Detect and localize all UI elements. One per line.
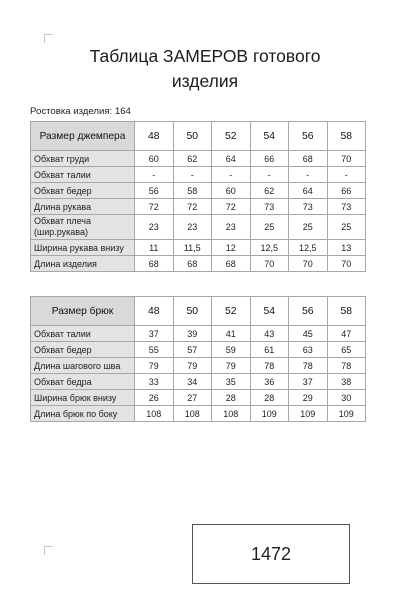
table-row: [31, 183, 366, 199]
size-header: 48: [135, 122, 174, 151]
size-header: 58: [327, 297, 366, 326]
table-cell: 23: [135, 215, 174, 240]
table-cell: 29: [289, 390, 328, 406]
table-cell: 108: [173, 406, 212, 422]
table-cell: 47: [327, 326, 366, 342]
table-cell: 62: [173, 151, 212, 167]
table-cell: 57: [173, 342, 212, 358]
table-cell: 27: [173, 390, 212, 406]
table-cell: 72: [135, 199, 174, 215]
table-cell: 35: [212, 374, 251, 390]
table-cell: 72: [212, 199, 251, 215]
table-cell: 79: [212, 358, 251, 374]
jumper-header-row: [31, 122, 366, 151]
table-cell: 55: [135, 342, 174, 358]
table-cell: 28: [250, 390, 289, 406]
table-cell: 78: [289, 358, 328, 374]
table-cell: 25: [289, 215, 328, 240]
table-cell: 79: [135, 358, 174, 374]
table-row: [31, 240, 366, 256]
table-cell: 72: [173, 199, 212, 215]
size-header: 50: [173, 297, 212, 326]
jumper-size-table: [30, 121, 366, 272]
trousers-header-label: Размер брюк: [31, 297, 135, 326]
row-label: Обхват талии: [31, 167, 135, 183]
jumper-header-label: Размер джемпера: [31, 122, 135, 151]
table-cell: 109: [250, 406, 289, 422]
table-cell: 13: [327, 240, 366, 256]
table-cell: 109: [327, 406, 366, 422]
table-cell: 61: [250, 342, 289, 358]
size-header: 56: [289, 297, 328, 326]
table-cell: 70: [250, 256, 289, 272]
table-cell: 78: [327, 358, 366, 374]
table-cell: 25: [250, 215, 289, 240]
table-row: [31, 374, 366, 390]
table-row: [31, 390, 366, 406]
row-label: Длина изделия: [31, 256, 135, 272]
size-header: 48: [135, 297, 174, 326]
table-cell: 108: [212, 406, 251, 422]
table-row: [31, 326, 366, 342]
article-code-box: [192, 524, 350, 584]
page-title: [40, 44, 370, 94]
row-label: Обхват талии: [31, 326, 135, 342]
table-cell: 43: [250, 326, 289, 342]
table-cell: 63: [289, 342, 328, 358]
table-cell: -: [212, 167, 251, 183]
table-row: [31, 151, 366, 167]
table-cell: -: [327, 167, 366, 183]
table-cell: 70: [289, 256, 328, 272]
table-cell: 109: [289, 406, 328, 422]
table-row: [31, 167, 366, 183]
size-header: 52: [212, 122, 251, 151]
title-line-1: Таблица ЗАМЕРОВ готового: [89, 46, 321, 66]
table-cell: 12,5: [250, 240, 289, 256]
table-cell: 73: [250, 199, 289, 215]
row-label: Обхват бедер: [31, 342, 135, 358]
row-label: Ширина рукава внизу: [31, 240, 135, 256]
size-header: 56: [289, 122, 328, 151]
table-cell: 70: [327, 151, 366, 167]
table-cell: 60: [212, 183, 251, 199]
trousers-header-row: [31, 297, 366, 326]
table-cell: 37: [289, 374, 328, 390]
table-cell: 12: [212, 240, 251, 256]
table-cell: 34: [173, 374, 212, 390]
article-code: 1472: [250, 543, 292, 564]
table-cell: 79: [173, 358, 212, 374]
table-cell: 28: [212, 390, 251, 406]
table-row: [31, 199, 366, 215]
table-row: [31, 358, 366, 374]
size-header: 50: [173, 122, 212, 151]
row-label: Длина брюк по боку: [31, 406, 135, 422]
table-cell: 58: [173, 183, 212, 199]
table-cell: -: [135, 167, 174, 183]
table-cell: 56: [135, 183, 174, 199]
table-cell: 12,5: [289, 240, 328, 256]
title-line-2: изделия: [171, 71, 239, 91]
row-label: Обхват бедер: [31, 183, 135, 199]
table-cell: 73: [289, 199, 328, 215]
table-cell: 11,5: [173, 240, 212, 256]
table-cell: 78: [250, 358, 289, 374]
size-header: 54: [250, 122, 289, 151]
table-cell: 65: [327, 342, 366, 358]
table-cell: 64: [289, 183, 328, 199]
corner-mark-bottom: [44, 546, 53, 555]
table-cell: -: [173, 167, 212, 183]
table-cell: 60: [135, 151, 174, 167]
table-cell: 39: [173, 326, 212, 342]
table-cell: 68: [289, 151, 328, 167]
row-label: Длина рукава: [31, 199, 135, 215]
table-cell: 64: [212, 151, 251, 167]
table-cell: 45: [289, 326, 328, 342]
table-cell: 62: [250, 183, 289, 199]
table-cell: 23: [212, 215, 251, 240]
table-row: [31, 256, 366, 272]
row-label: Обхват плеча (шир.рукава): [31, 215, 135, 240]
table-cell: 68: [135, 256, 174, 272]
table-cell: 59: [212, 342, 251, 358]
table-cell: -: [289, 167, 328, 183]
row-label: Ширина брюк внизу: [31, 390, 135, 406]
row-label: Обхват груди: [31, 151, 135, 167]
size-header: 54: [250, 297, 289, 326]
table-row: [31, 215, 366, 240]
row-label: Обхват бедра: [31, 374, 135, 390]
table-cell: 11: [135, 240, 174, 256]
table-cell: 68: [173, 256, 212, 272]
row-label: Длина шагового шва: [31, 358, 135, 374]
table-cell: 30: [327, 390, 366, 406]
size-header: 58: [327, 122, 366, 151]
table-cell: 38: [327, 374, 366, 390]
table-cell: 25: [327, 215, 366, 240]
table-cell: 70: [327, 256, 366, 272]
table-cell: 23: [173, 215, 212, 240]
table-cell: -: [250, 167, 289, 183]
table-cell: 36: [250, 374, 289, 390]
table-cell: 26: [135, 390, 174, 406]
size-header: 52: [212, 297, 251, 326]
table-cell: 66: [327, 183, 366, 199]
table-cell: 66: [250, 151, 289, 167]
corner-mark-top: [44, 34, 53, 43]
height-label: Ростовка изделия: 164: [30, 106, 131, 117]
table-cell: 68: [212, 256, 251, 272]
table-cell: 41: [212, 326, 251, 342]
table-cell: 73: [327, 199, 366, 215]
table-row: [31, 406, 366, 422]
table-cell: 33: [135, 374, 174, 390]
trousers-size-table: [30, 296, 366, 422]
table-cell: 37: [135, 326, 174, 342]
table-row: [31, 342, 366, 358]
table-cell: 108: [135, 406, 174, 422]
